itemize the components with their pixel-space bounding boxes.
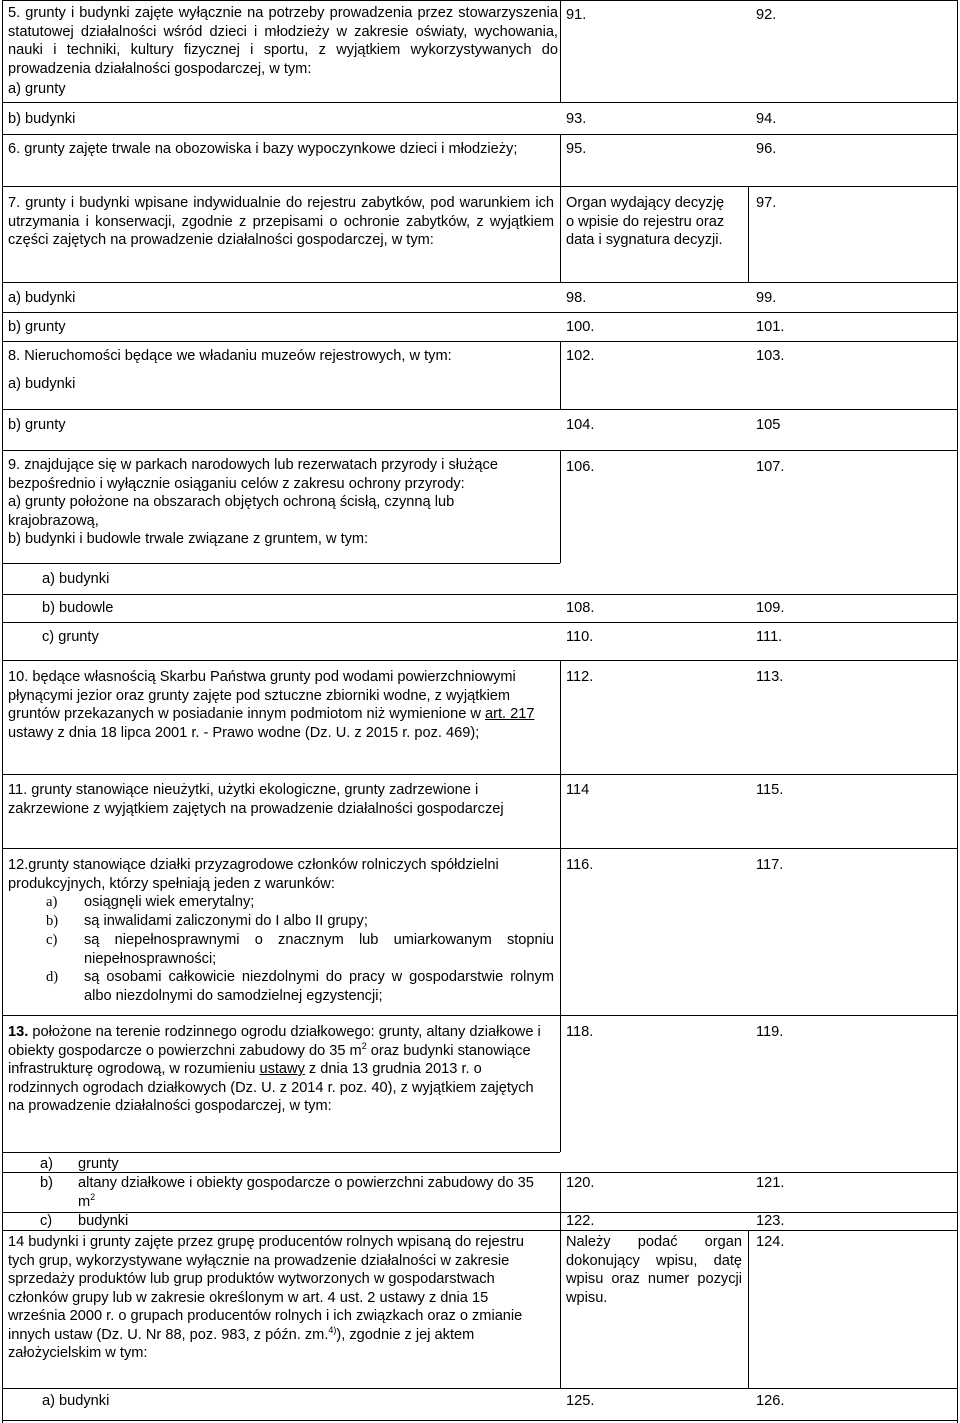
row9-field-109[interactable]: 109. bbox=[756, 600, 785, 616]
row12-item-b-label: b) bbox=[46, 913, 59, 929]
row9-sub-b: b) budowle bbox=[42, 600, 114, 616]
row12-text: 12.grunty stanowiące działki przyzagrodowe członków rolniczych spółdzielni produkcyjnych, którzy spełniają jeden z warunków: bbox=[8, 857, 499, 892]
row9-field-107[interactable]: 107. bbox=[756, 459, 785, 475]
row12-item-d-label: d) bbox=[46, 969, 59, 985]
row5-text: 5. grunty i budynki zajęte wyłącznie na potrzeby prowadzenia przez stowarzyszenia statutowej działalności wśród dzieci i młodzieży w zakresie oświaty, wychowania, nauki i techniki, kultury fizycznej i sportu, z wyjątkiem wykorzystywanych do prowadzenia działalności gospodarczej, w tym: bbox=[8, 5, 558, 77]
divider bbox=[560, 186, 561, 282]
row13-sub-b bbox=[78, 1174, 548, 1211]
row10-art217-link[interactable]: art. 217 bbox=[484, 706, 535, 722]
row12-item-a-label: a) bbox=[46, 894, 58, 910]
row13-field-123[interactable]: 123. bbox=[756, 1213, 785, 1229]
row10-field-113[interactable]: 113. bbox=[756, 669, 784, 685]
divider bbox=[2, 594, 958, 595]
row5-field-92[interactable]: 92. bbox=[756, 7, 777, 23]
row9-field-108[interactable]: 108. bbox=[566, 600, 595, 616]
divider bbox=[2, 134, 958, 135]
row6-field-96[interactable]: 96. bbox=[756, 141, 777, 157]
row13-field-120[interactable]: 120. bbox=[566, 1175, 595, 1191]
row13-field-122[interactable]: 122. bbox=[566, 1213, 595, 1229]
row5-field-91[interactable]: 91. bbox=[566, 7, 587, 23]
row14-sup: 4) bbox=[328, 1324, 337, 1335]
row9-field-110[interactable]: 110. bbox=[566, 629, 594, 645]
divider bbox=[2, 848, 958, 849]
row11-field-115[interactable]: 115. bbox=[756, 782, 784, 798]
divider bbox=[560, 660, 561, 774]
row14-field-124[interactable]: 124. bbox=[756, 1234, 785, 1250]
row5-field-93[interactable]: 93. bbox=[566, 111, 587, 127]
divider bbox=[2, 660, 958, 661]
row6-field-95[interactable]: 95. bbox=[566, 141, 587, 157]
row13-sub-b-sup: 2 bbox=[90, 1191, 96, 1202]
divider bbox=[2, 341, 958, 342]
row13-text-3: z dnia 13 grudnia 2013 r. o rodzinnych ogrodach działkowych (Dz. U. z 2014 r. poz. 40), z wyjątkiem zajętych na prowadzenie działalności gospodarczej, w tym: bbox=[8, 1061, 534, 1114]
divider bbox=[748, 186, 749, 282]
divider bbox=[560, 1015, 561, 1152]
row8-sub-a: a) budynki bbox=[8, 376, 76, 392]
row12-item-c-label: c) bbox=[46, 932, 58, 948]
row7-field-101[interactable]: 101. bbox=[756, 319, 785, 335]
row14-text bbox=[8, 1233, 548, 1363]
row12-item-b: są inwalidami zaliczonymi do I albo II grupy; bbox=[84, 913, 368, 929]
divider bbox=[560, 848, 561, 1015]
row13-number: 13. bbox=[8, 1024, 29, 1040]
row14-organ-label: Należy podać organ dokonujący wpisu, datę wpisu oraz numer pozycji wpisu. bbox=[566, 1234, 742, 1306]
row13-sub-a: grunty bbox=[78, 1156, 119, 1172]
row9-field-111[interactable]: 111. bbox=[756, 629, 783, 645]
row14-text-1: 14 budynki i grunty zajęte przez grupę producentów rolnych wpisaną do rejestru tych grup, wykorzystywane wyłącznie na prowadzenie działalności w zakresie sprzedaży produktów lub grup produktów wytworzonych w gospodarstwach członków grupy lub w zakresie określonym w art. 4 ust. 2 ustawy z dnia 15 września 2000 r. o grupach producentów rolnych i ich związkach oraz o zmianie innych ustaw (Dz. U. Nr 88, poz. 983, z późn. zm. bbox=[8, 1234, 524, 1343]
row7-field-98[interactable]: 98. bbox=[566, 290, 587, 306]
row7-field-99[interactable]: 99. bbox=[756, 290, 777, 306]
divider bbox=[560, 341, 561, 409]
row7-organ-label: Organ wydający decyzję o wpisie do rejestru oraz data i sygnatura decyzji. bbox=[566, 195, 725, 248]
divider bbox=[2, 282, 958, 283]
row13-text bbox=[8, 1023, 548, 1116]
row5-field-94[interactable]: 94. bbox=[756, 111, 777, 127]
divider bbox=[560, 450, 561, 563]
divider bbox=[2, 450, 958, 451]
divider bbox=[2, 774, 958, 775]
row8-sub-b: b) grunty bbox=[8, 417, 66, 433]
table-border-bottom bbox=[2, 1420, 958, 1421]
divider bbox=[2, 312, 958, 313]
row8-field-104[interactable]: 104. bbox=[566, 417, 595, 433]
row14-sub-a: a) budynki bbox=[42, 1393, 110, 1409]
row13-sub-b-label: b) bbox=[40, 1175, 53, 1191]
row10-field-112[interactable]: 112. bbox=[566, 669, 594, 685]
divider bbox=[2, 1152, 560, 1153]
divider bbox=[560, 134, 561, 186]
row11-field-114[interactable]: 114 bbox=[566, 782, 590, 798]
row9-line-a: a) grunty położone na obszarach objętych ochroną ścisłą, czynną lub krajobrazową, bbox=[8, 494, 455, 529]
row11-text: 11. grunty stanowiące nieużytki, użytki ekologiczne, grunty zadrzewione i zakrzewione z wyjątkiem zajętych na prowadzenie działalności gospodarczej bbox=[8, 782, 504, 817]
divider bbox=[748, 1230, 749, 1388]
table-border-right bbox=[957, 0, 958, 1423]
row10-text bbox=[8, 668, 553, 742]
row9-field-106[interactable]: 106. bbox=[566, 459, 595, 475]
row13-sub-a-label: a) bbox=[40, 1156, 53, 1172]
row14-text-2: ), zgodnie z jej aktem założycielskim w tym: bbox=[8, 1326, 475, 1361]
divider bbox=[560, 0, 561, 102]
table-border-left bbox=[2, 0, 3, 1423]
row12-item-d: są osobami całkowicie niezdolnymi do pracy w gospodarstwie rolnym albo niezdolnymi do samodzielnej egzystencji; bbox=[84, 969, 554, 1004]
divider bbox=[560, 1230, 561, 1388]
row8-text: 8. Nieruchomości będące we władaniu muzeów rejestrowych, w tym: bbox=[8, 348, 452, 364]
divider bbox=[560, 1212, 561, 1230]
row13-ustawy-link[interactable]: ustawy bbox=[259, 1061, 305, 1077]
row7-sub-a: a) budynki bbox=[8, 290, 76, 306]
divider bbox=[2, 186, 958, 187]
divider bbox=[2, 1172, 958, 1173]
row8-field-103[interactable]: 103. bbox=[756, 348, 785, 364]
divider bbox=[2, 1230, 958, 1231]
row8-field-102[interactable]: 102. bbox=[566, 348, 595, 364]
row7-field-100[interactable]: 100. bbox=[566, 319, 595, 335]
divider bbox=[2, 102, 958, 103]
row6-text: 6. grunty zajęte trwale na obozowiska i bazy wypoczynkowe dzieci i młodzieży; bbox=[8, 141, 518, 157]
row7-text: 7. grunty i budynki wpisane indywidualnie do rejestru zabytków, pod warunkiem ich utrzymania i konserwacji, zgodnie z przepisami o ochronie zabytków, z wyjątkiem części zajętych na prowadzenie działalności gospodarczej, w tym: bbox=[8, 195, 554, 248]
row14-field-125[interactable]: 125. bbox=[566, 1393, 595, 1409]
row13-sub-c: budynki bbox=[78, 1213, 129, 1229]
row9-line-b: b) budynki i budowle trwale związane z gruntem, w tym: bbox=[8, 531, 369, 547]
table-border-top bbox=[2, 0, 958, 1]
row7-sub-b: b) grunty bbox=[8, 319, 66, 335]
row13-sub-b-text: altany działkowe i obiekty gospodarcze o powierzchni zabudowy do 35 m bbox=[78, 1175, 534, 1210]
row12-item-a: osiągnęli wiek emerytalny; bbox=[84, 894, 255, 910]
row5-sub-b: b) budynki bbox=[8, 111, 76, 127]
row13-text-1: położone na terenie rodzinnego ogrodu działkowego: grunty, altany działkowe i obiekty gospodarcze o powierzchni zabudowy do 35 m bbox=[8, 1024, 541, 1059]
row13-text-2: oraz budynki stanowiące infrastrukturę ogrodową, w rozumieniu bbox=[8, 1042, 531, 1077]
row5-sub-a: a) grunty bbox=[8, 81, 66, 97]
row8-field-105[interactable]: 105 bbox=[756, 417, 781, 433]
row10-text-post: ustawy z dnia 18 lipca 2001 r. - Prawo wodne (Dz. U. z 2015 r. poz. 469); bbox=[8, 724, 480, 741]
row7-field-97[interactable]: 97. bbox=[756, 195, 777, 211]
row13-sub-c-label: c) bbox=[40, 1213, 53, 1229]
row13-field-118[interactable]: 118. bbox=[566, 1024, 594, 1040]
row13-field-121[interactable]: 121. bbox=[756, 1175, 785, 1191]
row9-sub-c: c) grunty bbox=[42, 629, 99, 645]
divider bbox=[560, 1172, 561, 1212]
divider bbox=[2, 563, 560, 564]
row13-field-119[interactable]: 119. bbox=[756, 1024, 784, 1040]
row10-text-pre: 10. będące własnością Skarbu Państwa grunty pod wodami powierzchniowymi płynącymi jezior oraz grunty zajęte pod sztuczne zbiorniki wodne, z wyjątkiem gruntów przekazanych w posiadanie innym podmiotom niż wymienione w bbox=[8, 669, 516, 722]
row9-text: 9. znajdujące się w parkach narodowych lub rezerwatach przyrody i służące bezpośrednio i wyłącznie osiąganiu celów z zakresu ochrony przyrody: bbox=[8, 457, 498, 492]
row14-field-126[interactable]: 126. bbox=[756, 1393, 785, 1409]
divider bbox=[2, 409, 958, 410]
row12-field-116[interactable]: 116. bbox=[566, 857, 594, 873]
divider bbox=[2, 1015, 958, 1016]
divider bbox=[560, 774, 561, 848]
row9-sub-a: a) budynki bbox=[42, 571, 110, 587]
row12-item-c: są niepełnosprawnymi o znacznym lub umiarkowanym stopniu niepełnosprawności; bbox=[84, 932, 554, 967]
row13-sup: 2 bbox=[361, 1040, 367, 1051]
divider bbox=[2, 1388, 958, 1389]
divider bbox=[2, 622, 958, 623]
divider bbox=[2, 1212, 958, 1213]
row12-field-117[interactable]: 117. bbox=[756, 857, 784, 873]
